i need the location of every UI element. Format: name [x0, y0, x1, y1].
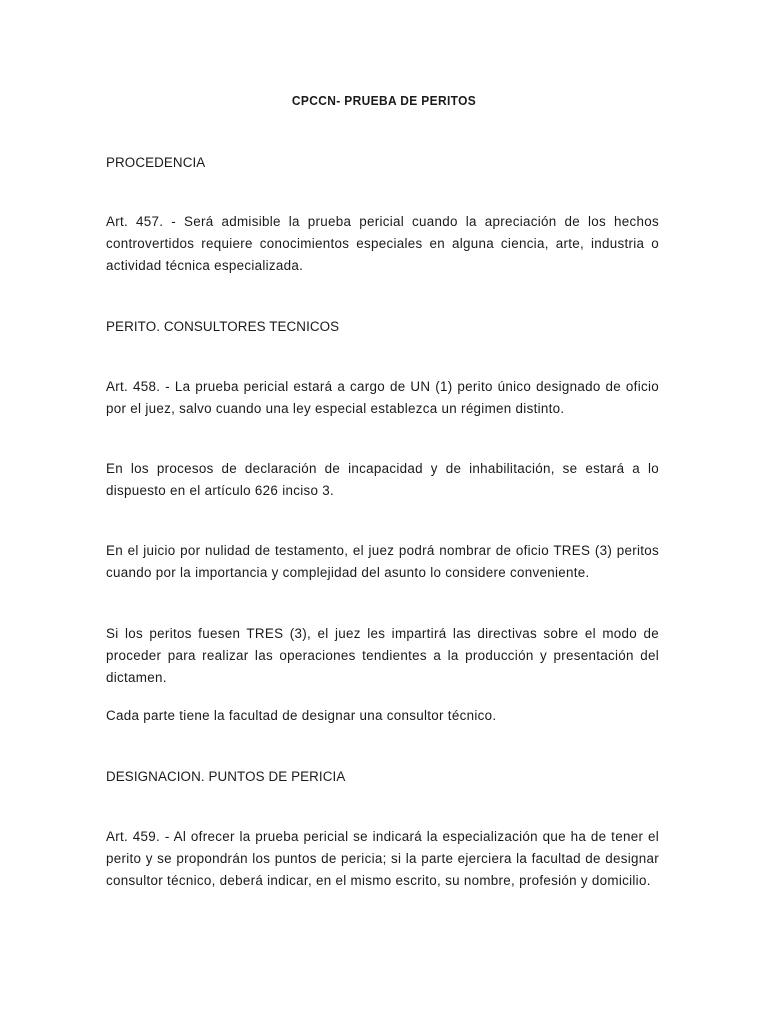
section-heading-perito: PERITO. CONSULTORES TECNICOS — [106, 319, 340, 334]
paragraph-art-458: Art. 458. - La prueba pericial estará a cargo de UN (1) perito único designado de oficio por el juez, salvo cuando una ley especial establezca un régimen distinto. — [106, 379, 659, 416]
paragraph-art-457: Art. 457. - Será admisible la prueba pericial cuando la apreciación de los hechos controvertidos requiere conocimientos especiales en alguna ciencia, arte, industria o actividad técnica especializada. — [106, 214, 659, 273]
document-title: CPCCN- PRUEBA DE PERITOS — [291, 93, 477, 108]
paragraph-cada-parte: Cada parte tiene la facultad de designar una consultor técnico. — [106, 708, 497, 723]
paragraph-juicio-nulidad: En el juicio por nulidad de testamento, el juez podrá nombrar de oficio TRES (3) peritos cuando por la importancia y complejidad del asunto lo considere conveniente. — [106, 543, 659, 580]
paragraph-incapacidad: En los procesos de declaración de incapacidad y de inhabilitación, se estará a lo dispuesto en el artículo 626 inciso 3. — [106, 461, 659, 498]
section-heading-designacion: DESIGNACION. PUNTOS DE PERICIA — [106, 769, 346, 784]
paragraph-art-459: Art. 459. - Al ofrecer la prueba pericial se indicará la especialización que ha de tener el perito y se propondrán los puntos de pericia; si la parte ejerciera la facultad de designar consultor técnico, deberá indicar, en el mismo escrito, su nombre, profesión y domicilio. — [106, 829, 659, 888]
section-heading-procedencia: PROCEDENCIA — [106, 155, 206, 170]
paragraph-tres-peritos: Si los peritos fuesen TRES (3), el juez les impartirá las directivas sobre el modo de proceder para realizar las operaciones tendientes a la producción y presentación del dictamen. — [106, 626, 659, 685]
